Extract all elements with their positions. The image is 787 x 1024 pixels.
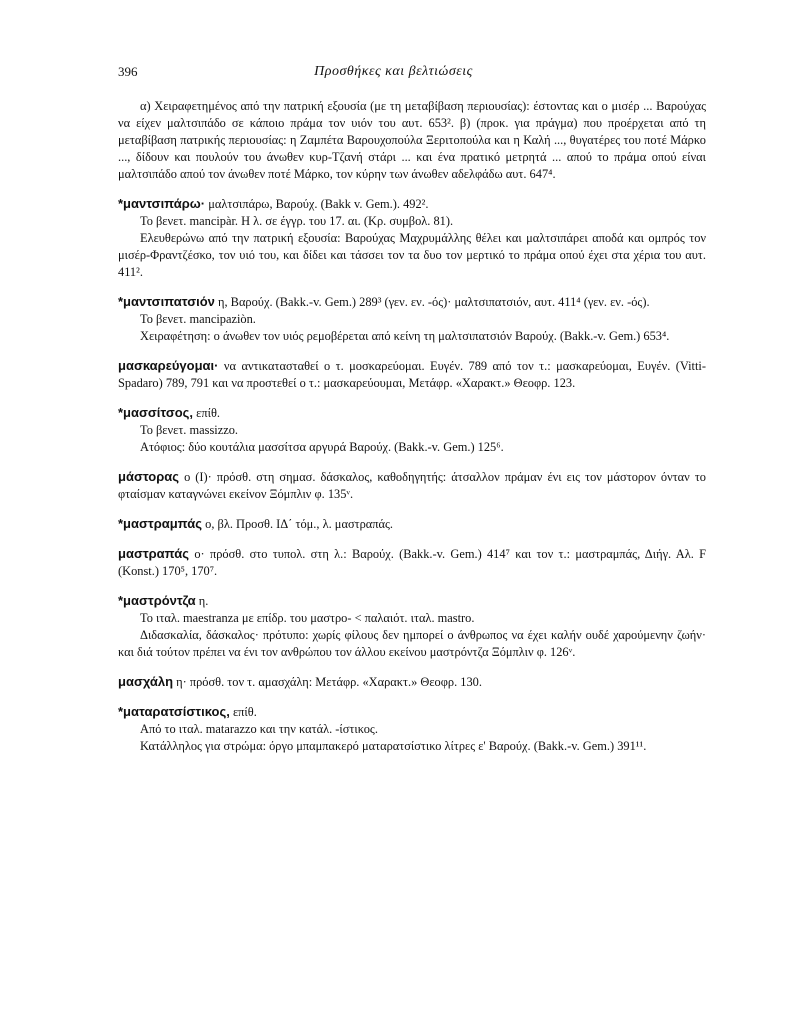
headword: *μαστρόντζα [118, 593, 196, 608]
entry-massitsos [118, 404, 706, 456]
entry-mastrapas [118, 545, 706, 580]
entry-paragraph: Το βενετ. mancipàr. Η λ. σε έγγρ. του 17. αι. (Κρ. συμβολ. 81). [140, 214, 454, 228]
headword: μασχάλη [118, 674, 174, 689]
headword: *μαντσιπάρω· [118, 196, 206, 211]
entry-mastoras [118, 468, 706, 503]
entry-paragraph: Το βενετ. massizzo. [140, 423, 239, 437]
entry-first-line [118, 468, 706, 503]
entry-paragraph: ο· πρόσθ. στο τυπολ. στη λ.: Βαρούχ. (Bakk.-v. Gem.) 414⁷ και τον τ.: μαστραμπάς, Διήγ. Αλ. F (Konst.) 170⁵, 170⁷. [118, 547, 706, 578]
headword: *μαστραμπάς [118, 516, 203, 531]
entry-paragraph: Κατάλληλος για στρώμα: όργο μπαμπακερό ματαρατσίστικο λίτρες ε' Βαρούχ. (Bakk.-v. Gem.) 391¹¹. [140, 739, 647, 753]
entry-maschali [118, 673, 706, 691]
entry-paragraph: Από το ιταλ. matarazzo και την κατάλ. -ίστικος. [140, 722, 378, 736]
entry-paragraph: Το ιταλ. maestranza με επίδρ. του μαστρο- < παλαιότ. ιταλ. mastro. [140, 611, 475, 625]
headword: μάστορας [118, 469, 180, 484]
entry-first-line [118, 515, 706, 533]
entry-paragraph: Το βενετ. mancipaziòn. [140, 312, 256, 326]
entry-mantsipatsion [118, 293, 706, 345]
entry-first-line [118, 404, 706, 422]
entry-paragraph: Χειραφέτηση: ο άνωθεν τον υιός ρεμοβέρεται από κείνη τη μαλτσιπατσιόν Βαρούχ. (Bakk.-v. Gem.) 653⁴. [140, 329, 670, 343]
entry-first-line [118, 545, 706, 580]
entry-first-line [118, 293, 706, 311]
entry-continuation [118, 98, 706, 183]
headword: *μαντσιπατσιόν [118, 294, 215, 309]
running-title: Προσθήκες και βελτιώσεις [314, 64, 473, 79]
entry-paragraph: Ελευθερώνω από την πατρική εξουσία: Βαρούχας Μαχρυμάλλης θέλει και μαλτσιπάρει αποδά και ομπρός τον μισέρ-Φραντζέσκο, τον υιό του, και δίδει και τάσσει τον τα δυο τον μερτικό το πράμα οπού έχει στα χέρια του αυτ. 411². [118, 231, 706, 279]
dictionary-content [118, 98, 706, 767]
entry-maskarevgomai [118, 357, 706, 392]
entry-paragraph: η, Βαρούχ. (Bakk.-v. Gem.) 289³ (γεν. εν. -ός)· μαλτσιπατσιόν, αυτ. 411⁴ (γεν. εν. -ός). [218, 295, 650, 309]
entry-first-line [118, 592, 706, 610]
entry-first-line [118, 195, 706, 213]
entry-paragraph: α) Χειραφετημένος από την πατρική εξουσία (με τη μεταβίβαση περιουσίας): έστοντας και ο μισέρ ... Βαρούχας να είχεν μαλτσιπάδο σε κάποιο πράμα τον υιόν του αυτ. 653². β) (προκ. για πράγμα) που προέρχεται από τη μεταβίβαση πατρικής περιουσίας: η Ζαμπέτα Βαρουχοπούλα Ξεριτοπούλα και η Καλή ..., θυγατέρες του ποτέ Μάρκο ..., δίδουν και πουλούν του άνωθεν κυρ-Τζανή στάρι ... και ένα πρατικό μετρητά ... απού το πράμα οπού είναι μαλτσιπάδο απού τον άνωθεν ποτέ Μάρκο, τον κύρην των άνωθεν αδελφάδω αυτ. 647⁴. [118, 99, 706, 181]
entry-paragraph: η· πρόσθ. τον τ. αμασχάλη: Μετάφρ. «Χαρακτ.» Θεοφρ. 130. [176, 675, 482, 689]
entry-paragraph: επίθ. [196, 406, 220, 420]
entry-mastrontza [118, 592, 706, 661]
entry-mastrampas [118, 515, 706, 533]
headword: *μασσίτσος, [118, 405, 194, 420]
entry-mataratsistikos [118, 703, 706, 755]
page-header [0, 64, 787, 84]
page-number: 396 [118, 64, 138, 79]
entry-paragraph: η. [198, 594, 209, 608]
headword: μαστραπάς [118, 546, 190, 561]
entry-paragraph: να αντικατασταθεί ο τ. μοσκαρεύομαι. Ευγέν. 789 από τον τ.: μασκαρεύομαι, Ευγέν. (Vitti-Spadaro) 789, 791 και να προστεθεί ο τ.: μασκαρεύουμαι, Μετάφρ. «Χαρακτ.» Θεοφρ. 123. [118, 359, 706, 390]
headword: *ματαρατσίστικος, [118, 704, 230, 719]
headword: μασκαρεύγομαι· [118, 358, 219, 373]
entry-paragraph: ο (Ι)· πρόσθ. στη σημασ. δάσκαλος, καθοδηγητής: άτσαλλον πράμαν ένι εις τον μάστορον όνταν το φταίσμαν καταγνώνει εκείνον Ξόμπλιν φ. 135ᵛ. [118, 470, 706, 501]
entry-first-line [118, 357, 706, 392]
entry-paragraph: Διδασκαλία, δάσκαλος· πρότυπο: χωρίς φίλους δεν ημπορεί ο άνθρωπος να έχει καλήν ουδέ χαρούμενην ζωήν· και διά τούτον πρέπει να ένι τον ανθρώπου τον άλλου εκείνου μαστρόντζα Ξόμπλιν φ. 126ᵛ. [118, 628, 706, 659]
entry-first-line [118, 703, 706, 721]
entry-paragraph: ο, βλ. Προσθ. ΙΔ΄ τόμ., λ. μαστραπάς. [205, 517, 394, 531]
entry-mantsiparo [118, 195, 706, 281]
entry-paragraph: μαλτσιπάρω, Βαρούχ. (Bakk v. Gem.). 492². [208, 197, 429, 211]
entry-first-line [118, 673, 706, 691]
entry-paragraph: Ατόφιος: δύο κουτάλια μασσίτσα αργυρά Βαρούχ. (Bakk.-v. Gem.) 125⁶. [140, 440, 504, 454]
entry-paragraph: επίθ. [232, 705, 257, 719]
